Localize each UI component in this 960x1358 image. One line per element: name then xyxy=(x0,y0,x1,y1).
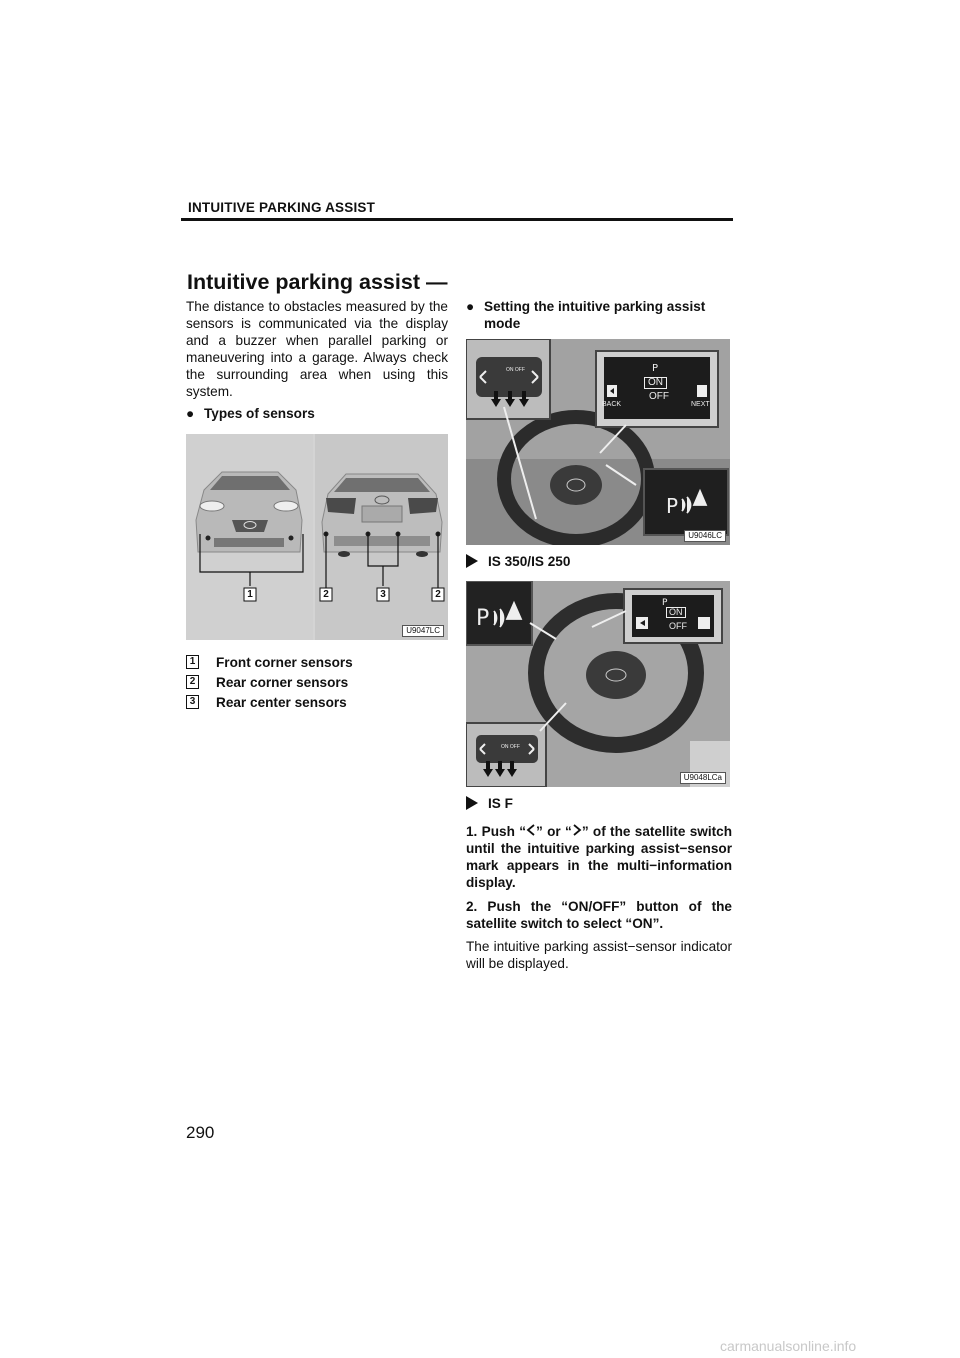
variant-isf xyxy=(466,792,732,814)
step-1-text-c: ” of the satellite switch until the intuitive parking assist−sensor mark appears in the multi−information display. xyxy=(466,824,732,890)
step-1-text-b: ” or “ xyxy=(536,824,572,839)
chevron-left-icon xyxy=(526,824,536,836)
callout-rear-corner-left: 2 xyxy=(323,589,329,600)
legend-label: Front corner sensors xyxy=(216,654,353,670)
legend-item xyxy=(186,652,448,672)
display-next-text: NEXT xyxy=(691,401,710,408)
display-off-text: OFF xyxy=(649,391,669,402)
sensor-mark-small-icon: P xyxy=(652,363,659,374)
header-rule xyxy=(181,218,733,221)
sensor-mark-icon: P xyxy=(666,494,679,518)
legend-label: Rear corner sensors xyxy=(216,674,349,690)
section-title: Intuitive parking assist — xyxy=(187,270,448,294)
bullet-icon: ● xyxy=(186,406,195,421)
isf-cockpit-photo xyxy=(466,581,730,787)
legend-number: 3 xyxy=(186,695,199,709)
callout-rear-center: 3 xyxy=(380,589,386,600)
display-on-text: ON xyxy=(644,377,667,389)
legend-number: 1 xyxy=(186,655,199,669)
next-icon xyxy=(697,385,707,397)
sensor-types-figure xyxy=(186,434,448,640)
sensor-mark-icon: P xyxy=(476,606,490,631)
variant-label: IS F xyxy=(488,795,513,811)
callout-front-corner: 1 xyxy=(247,589,253,600)
left-column xyxy=(186,298,448,712)
front-right-sensor-icon xyxy=(289,536,294,541)
front-left-sensor-icon xyxy=(206,536,211,541)
step-1-text-a: 1. Push “ xyxy=(466,824,526,839)
legend-item xyxy=(186,672,448,692)
legend-label: Rear center sensors xyxy=(216,694,347,710)
variant-is350 xyxy=(466,550,732,572)
legend-number: 2 xyxy=(186,675,199,689)
legend-item xyxy=(186,692,448,712)
display-back-text: BACK xyxy=(602,401,622,408)
watermark: carmanualsonline.info xyxy=(720,1338,857,1354)
sensor-legend xyxy=(186,652,448,712)
figure-code: U9047LC xyxy=(402,625,444,637)
switch-label: ON OFF xyxy=(506,367,525,373)
sensor-photo xyxy=(186,434,448,640)
sensor-mark-small-icon: P xyxy=(662,598,668,608)
display-on-text: ON xyxy=(666,607,686,618)
step-1 xyxy=(466,823,732,891)
result-note: The intuitive parking assist−sensor indicator will be displayed. xyxy=(466,939,732,971)
switch-label: ON OFF xyxy=(501,744,520,750)
isf-switch-figure xyxy=(466,581,730,787)
running-header: INTUITIVE PARKING ASSIST xyxy=(188,200,376,215)
triangle-right-icon xyxy=(466,554,478,568)
figure-code: U9046LC xyxy=(684,530,726,542)
setting-heading xyxy=(466,298,732,332)
chevron-right-icon xyxy=(698,617,710,629)
step-2: 2. Push the “ON/OFF” button of the satellite switch to select “ON”. xyxy=(466,899,732,931)
is350-switch-figure xyxy=(466,339,730,545)
page-number: 290 xyxy=(186,1123,215,1142)
right-column xyxy=(466,298,732,972)
intro-paragraph: The distance to obstacles measured by the sensors is communicated via the display and a buzzer when parallel parking or maneuvering into a garage. Always check the surrounding area when using this system. xyxy=(186,299,448,399)
bullet-icon: ● xyxy=(466,299,475,314)
types-heading-text: Types of sensors xyxy=(204,406,315,421)
triangle-right-icon xyxy=(466,796,478,810)
setting-heading-text: Setting the intuitive parking assist mode xyxy=(484,299,706,331)
types-heading xyxy=(186,405,448,422)
variant-label: IS 350/IS 250 xyxy=(488,553,571,569)
chevron-right-icon xyxy=(572,824,582,836)
display-off-text: OFF xyxy=(669,621,687,631)
figure-code: U9048LCa xyxy=(680,772,726,784)
callout-rear-corner-right: 2 xyxy=(435,589,441,600)
